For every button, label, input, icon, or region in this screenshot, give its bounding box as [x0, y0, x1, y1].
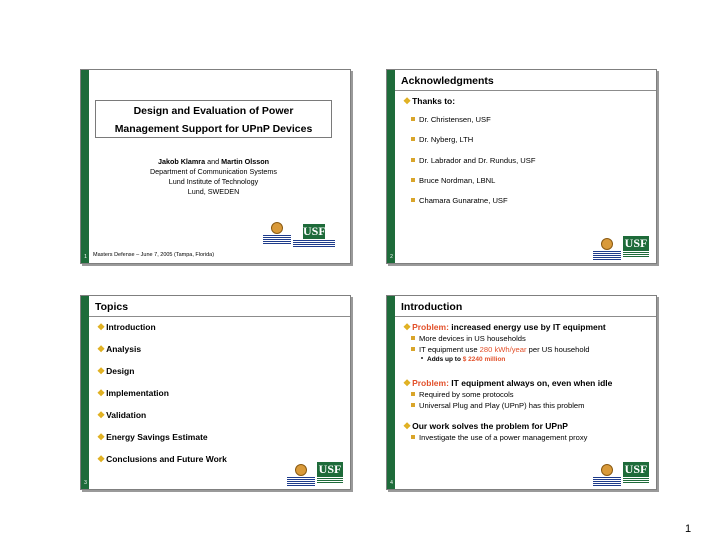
- solution: ❖Our work solves the problem for UPnP: [403, 421, 568, 431]
- square-bullet-icon: [411, 198, 415, 202]
- topic-item: ❖Design: [97, 366, 135, 376]
- author-block: [95, 157, 332, 197]
- diamond-bullet-icon: ❖: [97, 322, 106, 332]
- slide-number: 4: [390, 480, 393, 486]
- diamond-bullet-icon: ❖: [403, 322, 412, 332]
- list-item: Universal Plug and Play (UPnP) has this problem: [411, 401, 584, 410]
- square-bullet-icon: [411, 158, 415, 162]
- square-bullet-icon: [411, 347, 415, 351]
- topic-item: ❖Introduction: [97, 322, 156, 332]
- title-line-2: Management Support for UPnP Devices: [114, 123, 313, 135]
- list-item: Chamara Gunaratne, USF: [411, 196, 508, 205]
- title-line-1: Design and Evaluation of Power: [133, 105, 294, 117]
- list-item: More devices in US households: [411, 334, 526, 343]
- lund-seal-icon: [601, 464, 613, 476]
- diamond-bullet-icon: ❖: [403, 421, 412, 431]
- slide-side-bar: [81, 70, 89, 263]
- slide-side-bar: [387, 296, 395, 489]
- topic-item: ❖Implementation: [97, 388, 169, 398]
- slide-4: [386, 295, 657, 490]
- page-number: 1: [685, 523, 692, 535]
- problem-2: ❖Problem: IT equipment always on, even when idle: [403, 378, 613, 388]
- author-1: Jakob Klamra: [157, 157, 206, 166]
- lund-seal-icon: [295, 464, 307, 476]
- diamond-bullet-icon: ❖: [97, 454, 106, 464]
- usf-logo: USF: [623, 236, 649, 260]
- list-item: Investigate the use of a power management proxy: [411, 433, 587, 442]
- square-bullet-icon: [411, 392, 415, 396]
- slide-number: 3: [84, 480, 87, 486]
- presentation-title: [95, 100, 332, 138]
- lund-logo: [287, 464, 315, 490]
- location: Lund, SWEDEN: [187, 187, 240, 196]
- lund-logo: [593, 464, 621, 490]
- author-and: and: [207, 157, 220, 166]
- square-bullet-icon: [411, 403, 415, 407]
- diamond-bullet-icon: ❖: [403, 378, 412, 388]
- slide-title: Introduction: [401, 301, 463, 313]
- list-item: Bruce Nordman, LBNL: [411, 176, 495, 185]
- diamond-bullet-icon: ❖: [97, 366, 106, 376]
- slide-3: [80, 295, 351, 490]
- slide-1: [80, 69, 351, 264]
- usf-logo: USF: [317, 462, 343, 486]
- list-item: IT equipment use 280 kWh/year per US household: [411, 345, 589, 354]
- usf-logo: USF: [293, 224, 335, 248]
- diamond-bullet-icon: ❖: [97, 388, 106, 398]
- institute: Lund Institute of Technology: [168, 177, 259, 186]
- square-bullet-icon: [411, 435, 415, 439]
- topic-item: ❖Energy Savings Estimate: [97, 432, 208, 442]
- department: Department of Communication Systems: [149, 167, 278, 176]
- author-names: [95, 157, 332, 167]
- square-bullet-icon: [411, 178, 415, 182]
- list-item: Dr. Labrador and Dr. Rundus, USF: [411, 156, 536, 165]
- lund-logo: [263, 222, 291, 248]
- slide-side-bar: [81, 296, 89, 489]
- list-item: Required by some protocols: [411, 390, 514, 399]
- topic-item: ❖Conclusions and Future Work: [97, 454, 227, 464]
- usf-logo: USF: [623, 462, 649, 486]
- lund-logo: [593, 238, 621, 264]
- topic-item: ❖Validation: [97, 410, 147, 420]
- slide-2: [386, 69, 657, 264]
- square-bullet-icon: [411, 117, 415, 121]
- square-bullet-icon: [411, 137, 415, 141]
- slide-number: 1: [84, 254, 87, 260]
- problem-1: ❖Problem: increased energy use by IT equipment: [403, 322, 606, 332]
- bullet-thanks: ❖Thanks to:: [403, 96, 456, 106]
- square-bullet-icon: [411, 336, 415, 340]
- lund-seal-icon: [601, 238, 613, 250]
- diamond-bullet-icon: ❖: [403, 96, 412, 106]
- slide-side-bar: [387, 70, 395, 263]
- list-item: Dr. Nyberg, LTH: [411, 135, 473, 144]
- diamond-bullet-icon: ❖: [97, 432, 106, 442]
- diamond-bullet-icon: ❖: [97, 410, 106, 420]
- slide-footer: Masters Defense – June 7, 2005 (Tampa, Florida): [93, 252, 215, 258]
- diamond-bullet-icon: ❖: [97, 344, 106, 354]
- lund-seal-icon: [271, 222, 283, 234]
- slide-title: Acknowledgments: [401, 75, 494, 87]
- list-item: Dr. Christensen, USF: [411, 115, 491, 124]
- slide-number: 2: [390, 254, 393, 260]
- topic-item: ❖Analysis: [97, 344, 142, 354]
- author-2: Martin Olsson: [221, 157, 270, 166]
- list-item: Adds up to $ 2240 million: [421, 356, 505, 363]
- slide-title: Topics: [95, 301, 129, 313]
